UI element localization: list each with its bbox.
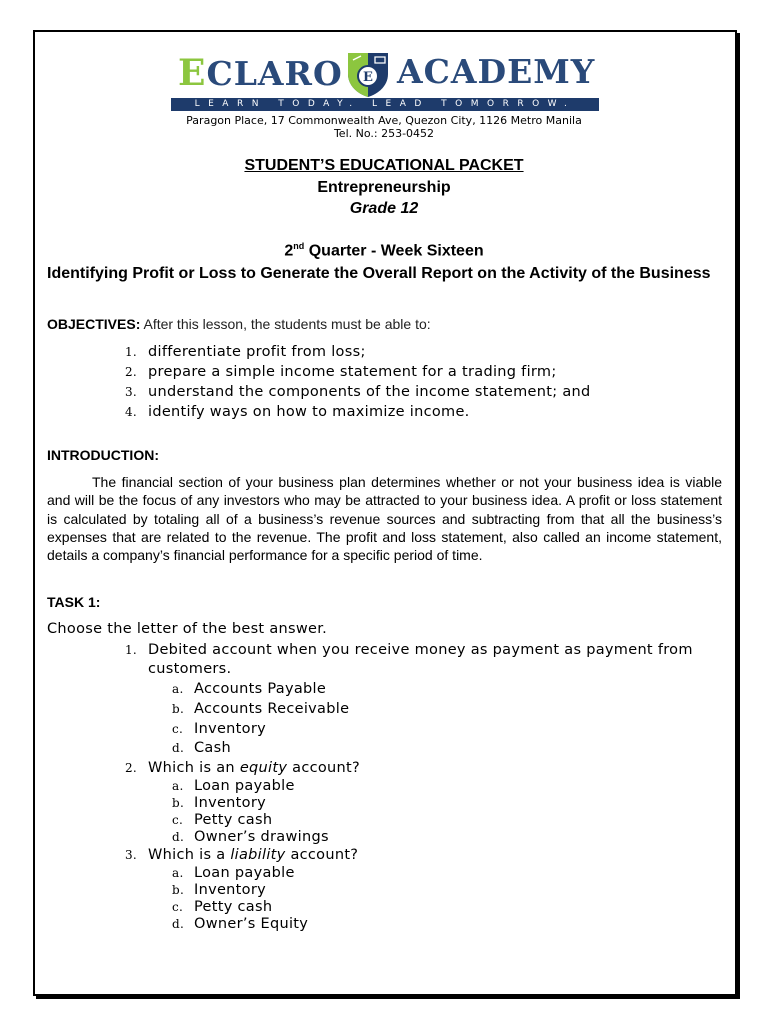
quarter-number: 2: [284, 242, 294, 260]
option-text: Owner’s drawings: [194, 829, 329, 845]
school-address: Paragon Place, 17 Commonwealth Ave, Quezon City, 1126 Metro Manila: [186, 114, 582, 127]
question-body-end: account?: [287, 760, 361, 776]
objective-number: 4.: [125, 405, 138, 419]
school-tel: Tel. No.: 253-0452: [333, 127, 435, 140]
option-item: [172, 812, 755, 829]
option-item: [172, 720, 755, 740]
quarter-title: [0, 241, 768, 260]
option-item: [172, 865, 755, 882]
option-item: [172, 899, 755, 916]
options-list: [172, 865, 755, 933]
option-item: [172, 882, 755, 899]
question-number: 2.: [125, 761, 138, 775]
option-letter: c.: [172, 900, 184, 914]
objective-item: [125, 342, 591, 362]
objectives-intro: After this lesson, the students must be able to:: [140, 316, 431, 332]
objectives-label: OBJECTIVES:: [47, 316, 141, 332]
objective-number: 2.: [125, 365, 138, 379]
question-2: [125, 759, 708, 846]
logo-initial: E: [178, 52, 207, 94]
option-item: [172, 916, 755, 933]
option-letter: b.: [172, 883, 185, 897]
introduction-paragraph: The financial section of your business plan determines whether or not your business idea is viable and will be the focus of any investors who may be attracted to your business idea. A profit or loss statement is calculated by totaling all of a business’s revenue sources and subtracting from that all the business’s expenses that are related to the revenue. The profit and loss statement, also called an income statement, details a company’s financial performance for a specific period of time.: [47, 474, 722, 564]
option-item: [172, 680, 755, 700]
question-body-end: account?: [285, 847, 359, 863]
option-text: Inventory: [194, 882, 266, 898]
option-item: [172, 829, 755, 846]
svg-text:E: E: [363, 70, 373, 85]
objective-text: understand the components of the income statement; and: [148, 384, 591, 400]
topic-heading: Identifying Profit or Loss to Generate the Overall Report on the Activity of the Business: [47, 265, 711, 282]
question-body: Debited account when you receive money as payment as payment from customers.: [148, 642, 693, 677]
packet-title: STUDENT’S EDUCATIONAL PACKET: [244, 157, 524, 174]
objective-item: [125, 362, 591, 382]
option-text: Accounts Receivable: [194, 700, 350, 717]
logo-tagline: LEARN TODAY. LEAD TOMORROW.: [171, 98, 599, 111]
objective-item: [125, 402, 591, 422]
option-text: Accounts Payable: [194, 681, 327, 697]
option-letter: d.: [172, 830, 185, 844]
question-text: [125, 846, 708, 865]
option-letter: a.: [172, 866, 184, 880]
academy-crest-icon: [345, 50, 391, 98]
option-letter: b.: [172, 796, 185, 810]
question-text: [125, 759, 708, 778]
objective-text: differentiate profit from loss;: [148, 344, 366, 360]
introduction-heading: INTRODUCTION:: [47, 447, 159, 463]
options-list: [172, 778, 755, 846]
task-instruction: Choose the letter of the best answer.: [47, 621, 328, 637]
question-number: 1.: [125, 643, 138, 657]
option-text: Inventory: [194, 795, 266, 811]
question-1: [125, 641, 708, 759]
question-emphasis: liability: [230, 847, 286, 863]
option-item: [172, 778, 755, 795]
option-text: Cash: [194, 740, 231, 757]
task-heading: TASK 1:: [47, 594, 101, 610]
question-3: [125, 846, 708, 933]
option-item: [172, 739, 755, 759]
option-text: Loan payable: [194, 778, 295, 794]
option-text: Petty cash: [194, 812, 273, 828]
options-list: [172, 680, 755, 759]
question-number: 3.: [125, 848, 138, 862]
option-letter: a.: [172, 779, 184, 793]
objective-number: 3.: [125, 385, 138, 399]
option-text: Loan payable: [194, 865, 295, 881]
quarter-suffix: nd: [293, 241, 305, 251]
objectives-line: [47, 316, 431, 332]
subject-title: Entrepreneurship: [317, 179, 451, 196]
question-emphasis: equity: [239, 760, 288, 776]
objective-number: 1.: [125, 345, 138, 359]
option-text: Inventory: [194, 720, 266, 737]
option-letter: d.: [172, 741, 185, 756]
option-item: [172, 795, 755, 812]
option-letter: b.: [172, 701, 185, 716]
option-item: [172, 700, 755, 720]
logo-academy: ACADEMY: [397, 52, 596, 91]
question-body: Which is a: [148, 847, 231, 863]
logo-eclaro: [178, 52, 343, 94]
grade-title: Grade 12: [349, 200, 419, 217]
quarter-rest: Quarter - Week Sixteen: [304, 242, 484, 260]
option-letter: a.: [172, 682, 184, 696]
option-letter: c.: [172, 721, 184, 736]
objective-text: identify ways on how to maximize income.: [148, 404, 470, 420]
option-letter: d.: [172, 917, 185, 931]
objectives-list: [125, 342, 591, 422]
objective-item: [125, 382, 591, 402]
question-body: Which is an: [148, 760, 240, 776]
option-letter: c.: [172, 813, 184, 827]
option-text: Petty cash: [194, 899, 273, 915]
objective-text: prepare a simple income statement for a trading firm;: [148, 364, 557, 380]
question-text: [125, 641, 708, 679]
option-text: Owner’s Equity: [194, 916, 309, 932]
logo-left-text: CLARO: [206, 54, 343, 93]
